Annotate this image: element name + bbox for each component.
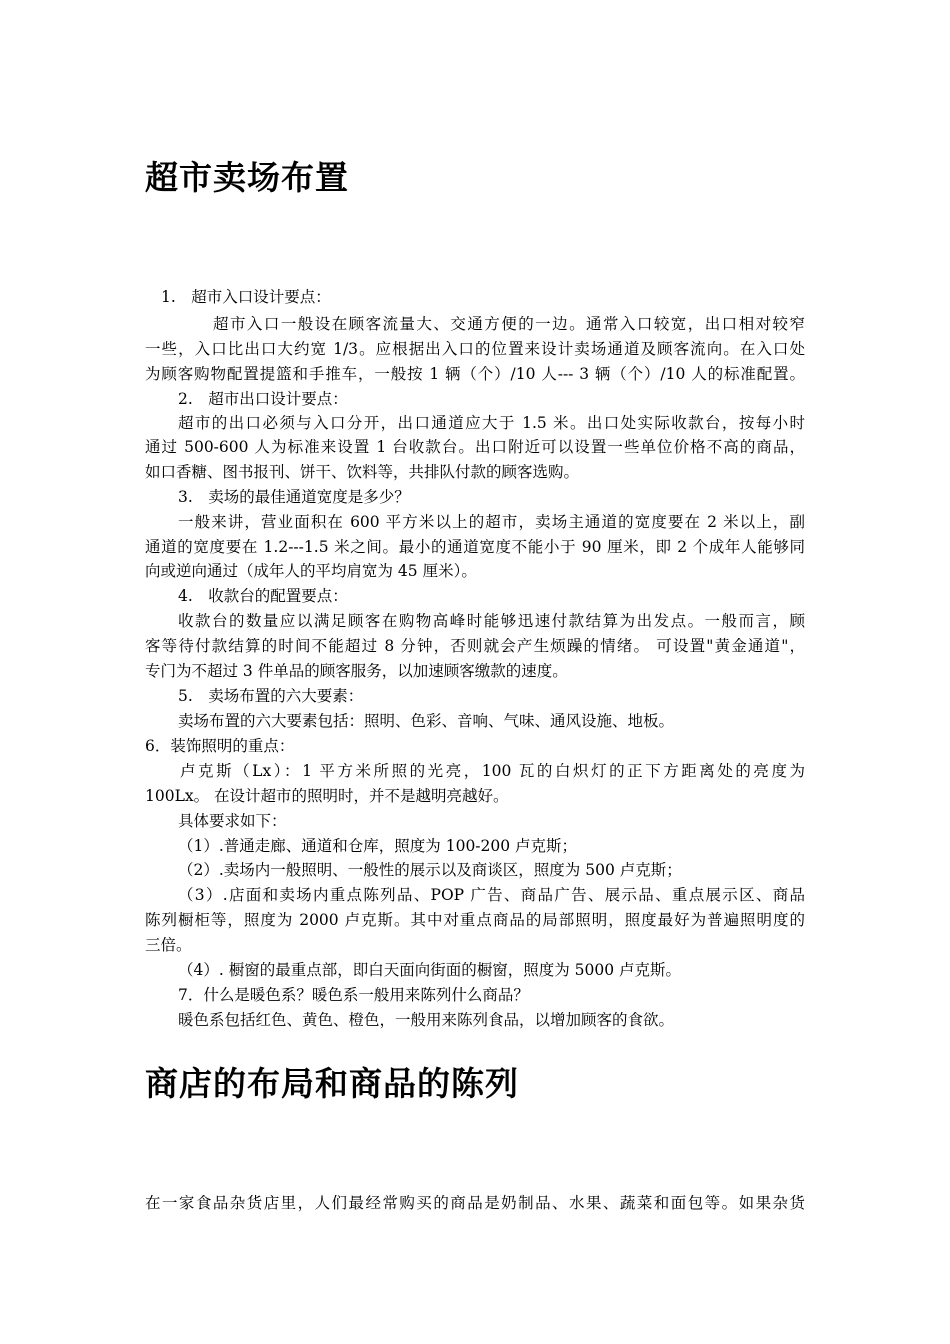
body-line: 客等待付款结算的时间不能超过 8 分钟，否则就会产生烦躁的情绪。 可设置"黄金通道"， (145, 637, 805, 655)
body-line: 超市入口一般设在顾客流量大、交通方便的一边。通常入口较宽，出口相对较窄 (213, 315, 805, 333)
body-line: （1）.普通走廊、通道和仓库，照度为 100-200 卢克斯； (178, 837, 578, 855)
body-line: 具体要求如下： (178, 812, 287, 830)
body-line: 陈列橱柜等，照度为 2000 卢克斯。其中对重点商品的局部照明，照度最好为普遍照明度的 (145, 911, 805, 929)
body-line: 收款台的数量应以满足顾客在购物高峰时能够迅速付款结算为出发点。一般而言，顾 (178, 612, 805, 630)
section-2-paragraph: 在一家食品杂货店里，人们最经常购买的商品是奶制品、水果、蔬菜和面包等。如果杂货 (145, 1194, 805, 1212)
body-line: 向或逆向通过（成年人的平均肩宽为 45 厘米）。 (145, 562, 477, 580)
body-line: 卖场布置的六大要素包括：照明、色彩、音响、气味、通风设施、地板。 (178, 712, 675, 730)
body-line: （2）.卖场内一般照明、一般性的展示以及商谈区，照度为 500 卢克斯； (178, 861, 682, 879)
body-line: 4. 收款台的配置要点： (178, 587, 348, 605)
body-line: 7．什么是暖色系？暖色系一般用来陈列什么商品？ (178, 986, 529, 1004)
body-line: 6．装饰照明的重点： (145, 737, 295, 755)
body-line: 5. 卖场布置的六大要素： (178, 687, 364, 705)
body-line: （3）.店面和卖场内重点陈列品、POP 广告、商品广告、展示品、重点展示区、商品 (178, 886, 805, 904)
body-line: 100Lx。 在设计超市的照明时，并不是越明亮越好。 (145, 787, 509, 805)
page-title: 超市卖场布置 (145, 158, 349, 197)
body-line: 专门为不超过 3 件单品的顾客服务，以加速顾客缴款的速度。 (145, 662, 568, 680)
body-line: 三倍。 (145, 936, 192, 954)
body-line: 1. 超市入口设计要点： (161, 288, 331, 306)
section-2-title: 商店的布局和商品的陈列 (145, 1064, 519, 1103)
body-line: 超市的出口必须与入口分开，出口通道应大于 1.5 米。出口处实际收款台，按每小时 (178, 414, 805, 432)
body-line: （4）. 橱窗的最重点部，即白天面向街面的橱窗，照度为 5000 卢克斯。 (178, 961, 682, 979)
body-line: 通过 500-600 人为标准来设置 1 台收款台。出口附近可以设置一些单位价格不高的商品， (145, 438, 805, 456)
body-line: 一般来讲，营业面积在 600 平方米以上的超市，卖场主通道的宽度要在 2 米以上，副 (178, 513, 805, 531)
body-line: 2. 超市出口设计要点： (178, 390, 348, 408)
body-line: 为顾客购物配置提篮和手推车，一般按 1 辆（个）/10 人--- 3 辆（个）/10 人的标准配置。 (145, 365, 805, 383)
body-line: 3. 卖场的最佳通道宽度是多少？ (178, 488, 410, 506)
body-line: 通道的宽度要在 1.2---1.5 米之间。最小的通道宽度不能小于 90 厘米，即 2 个成年人能够同 (145, 538, 805, 556)
body-line: 如口香糖、图书报刊、饼干、饮料等，共排队付款的顾客选购。 (145, 463, 580, 481)
body-line: 一些，入口比出口大约宽 1/3。应根据出入口的位置来设计卖场通道及顾客流向。在入口处 (145, 340, 805, 358)
body-line: 卢克斯（Lx）：1 平方米所照的光亮，100 瓦的白炽灯的正下方距离处的亮度为 (180, 762, 805, 780)
body-line: 暖色系包括红色、黄色、橙色，一般用来陈列食品，以增加顾客的食欲。 (178, 1011, 675, 1029)
